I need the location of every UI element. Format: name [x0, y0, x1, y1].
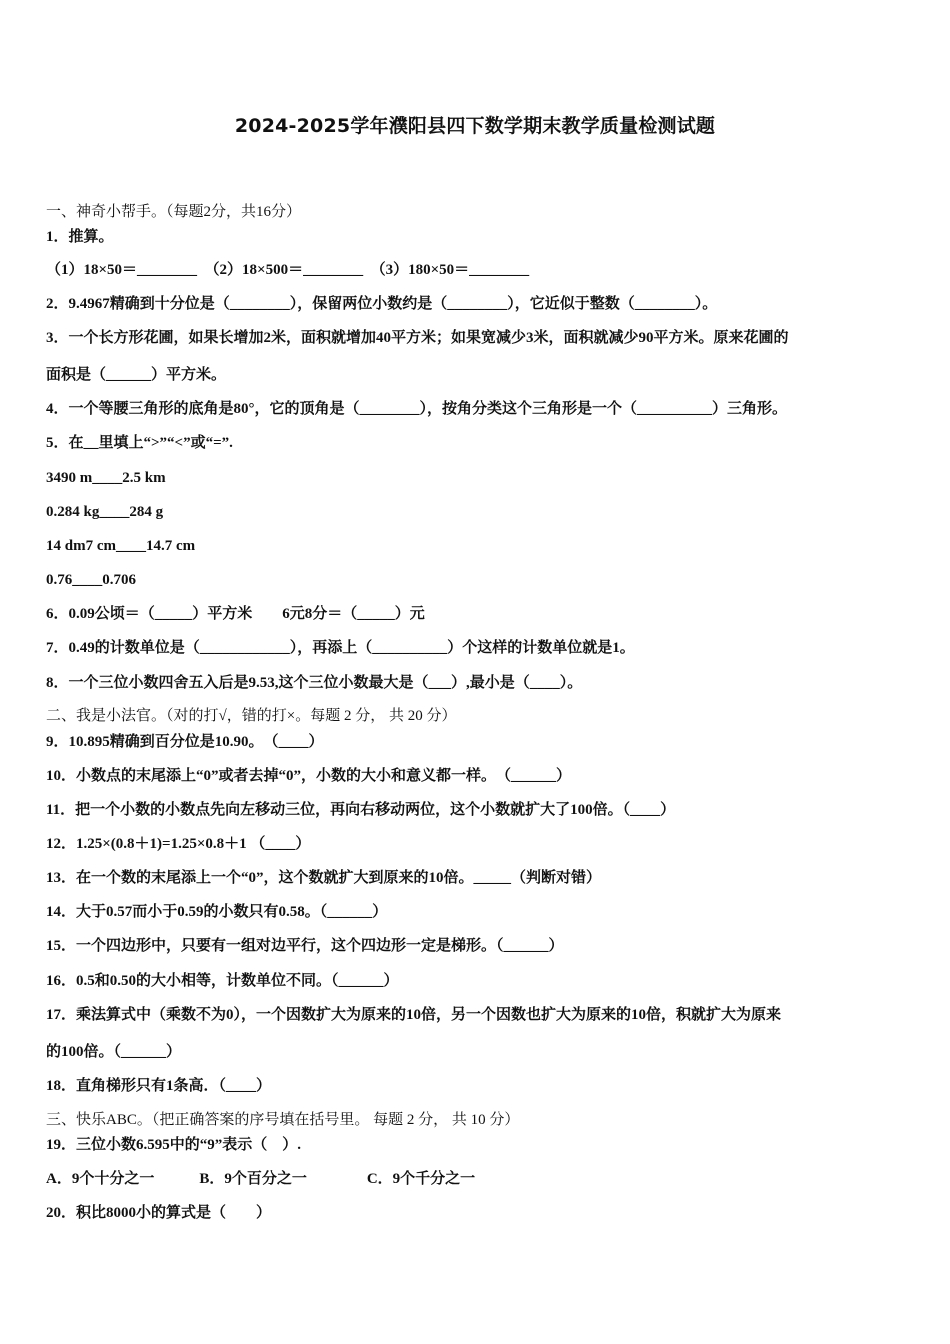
question-16: 16．0.5和0.50的大小相等，计数单位不同。（______）	[46, 973, 399, 989]
question-18: 18．直角梯形只有1条高．（____）	[46, 1078, 272, 1094]
question-19: 19．三位小数6.595中的“9”表示（ ）.	[46, 1137, 302, 1153]
question-14: 14．大于0.57而小于0.59的小数只有0.58。（______）	[46, 904, 388, 920]
question-19-options: A．9个十分之一 B．9个百分之一 C．9个千分之一	[46, 1171, 476, 1187]
question-5-item-2: 0.284 kg____284 g	[46, 504, 164, 520]
page-title: 2024-2025学年濮阳县四下数学期末教学质量检测试题	[234, 115, 716, 137]
question-3: 3．一个长方形花圃，如果长增加2米，面积就增加40平方米；如果宽减少3米，面积就减少90平方米。原来花圃的	[46, 330, 789, 346]
question-17: 17．乘法算式中（乘数不为0），一个因数扩大为原来的10倍，另一个因数也扩大为原来的10倍，积就扩大为原来	[46, 1007, 782, 1023]
question-9: 9．10.895精确到百分位是10.90。 （____）	[46, 734, 324, 750]
question-5-item-1: 3490 m____2.5 km	[46, 470, 166, 486]
question-6: 6．0.09公顷＝（_____）平方米 6元8分＝（_____）元	[46, 606, 425, 622]
question-20: 20．积比8000小的算式是（ ）	[46, 1205, 272, 1221]
question-8: 8．一个三位小数四舍五入后是9.53,这个三位小数最大是（___）,最小是（____）。	[46, 675, 583, 691]
question-11: 11．把一个小数的小数点先向左移动三位，再向右移动两位，这个小数就扩大了100倍。（____）	[46, 802, 676, 818]
question-3-cont: 面积是（______）平方米。	[46, 367, 227, 383]
question-7: 7．0.49的计数单位是（____________），再添上（__________）个这样的计数单位就是1。	[46, 640, 635, 656]
question-5-item-3: 14 dm7 cm____14.7 cm	[46, 538, 196, 554]
question-1-parts: （1）18×50＝________ （2）18×500＝________ （3）180×50＝________	[46, 262, 530, 278]
question-13: 13．在一个数的末尾添上一个“0”，这个数就扩大到原来的10倍。_____（判断对错）	[46, 870, 602, 886]
question-1: 1．推算。	[46, 229, 114, 245]
question-2: 2．9.4967精确到十分位是（________），保留两位小数约是（________），它近似于整数（________）。	[46, 296, 718, 312]
question-4: 4．一个等腰三角形的底角是80°，它的顶角是（________），按角分类这个三角形是一个（__________）三角形。	[46, 401, 788, 417]
question-17-cont: 的100倍。（______）	[46, 1044, 182, 1060]
question-5: 5．在__里填上“>”“<”或“=”.	[46, 435, 233, 451]
question-12: 12．1.25×(0.8＋1)=1.25×0.8＋1 （____）	[46, 836, 311, 852]
question-5-item-4: 0.76____0.706	[46, 572, 136, 588]
section-heading-2: 二、我是小法官。（对的打√，错的打×。每题 2 分， 共 20 分）	[46, 708, 457, 724]
section-heading-1: 一、神奇小帮手。（每题2分，共16分）	[46, 204, 302, 220]
section-heading-3: 三、快乐ABC。（把正确答案的序号填在括号里。 每题 2 分， 共 10 分）	[46, 1112, 520, 1128]
question-10: 10．小数点的末尾添上“0”或者去掉“0”，小数的大小和意义都一样。 （______）	[46, 768, 572, 784]
question-15: 15．一个四边形中，只要有一组对边平行，这个四边形一定是梯形。（______）	[46, 938, 564, 954]
